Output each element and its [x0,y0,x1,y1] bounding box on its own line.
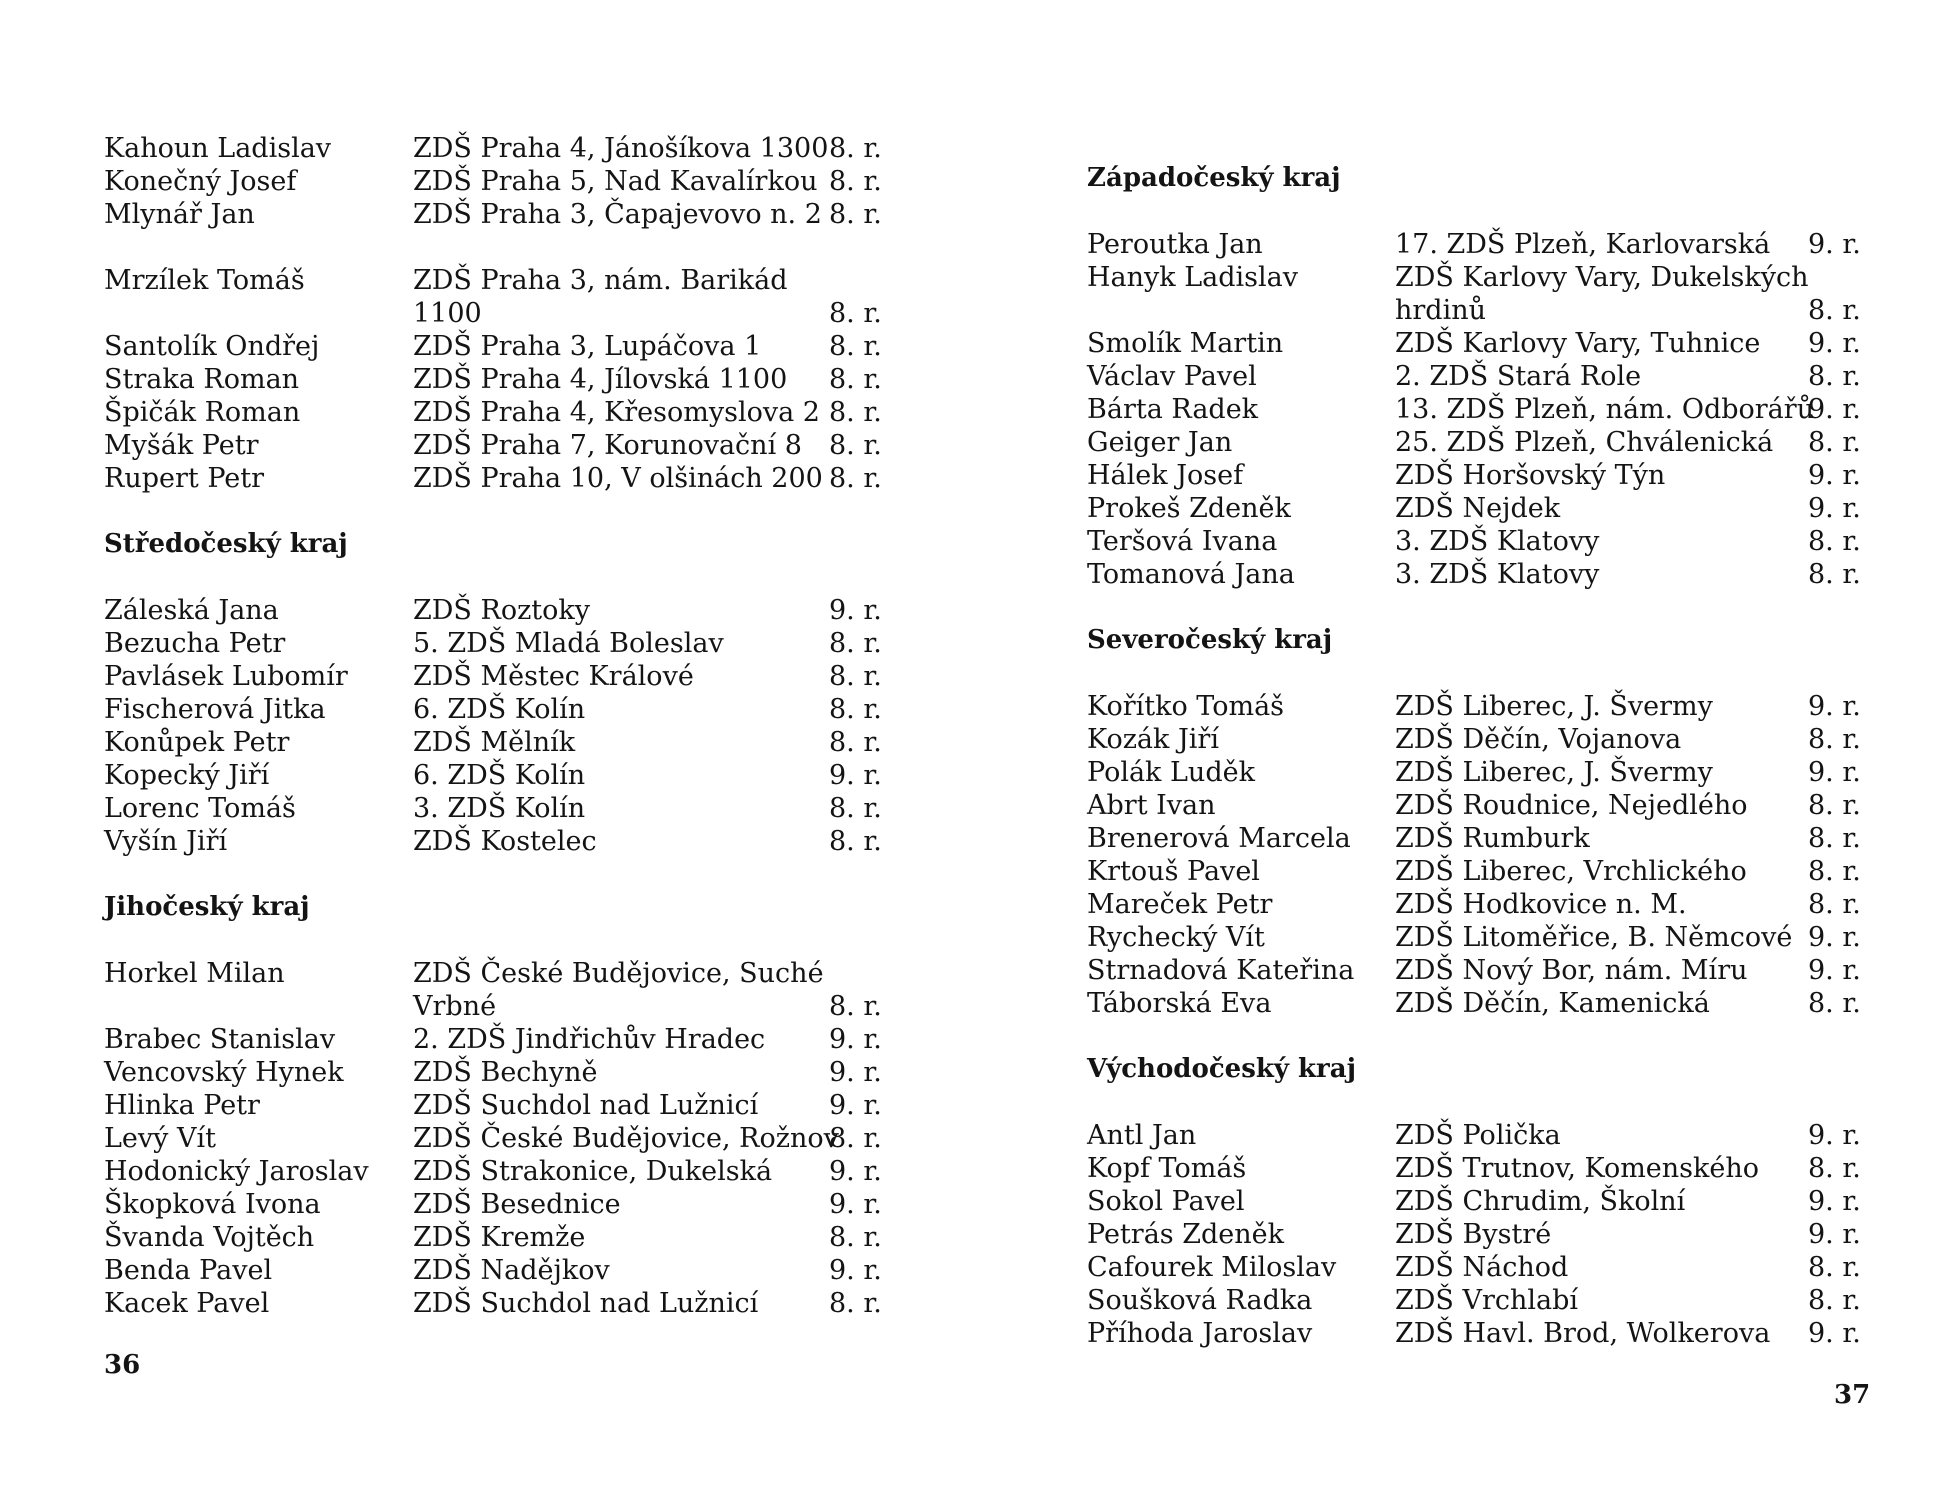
grade-label: 8. r. [1808,988,1861,1019]
school-name: Vrbné [413,991,497,1022]
section-gap [104,561,904,594]
grade-label: 9. r. [1808,1318,1861,1349]
list-item [1087,1185,1887,1218]
student-name: Benda Pavel [104,1255,273,1286]
school-name: ZDŠ Kostelec [413,826,597,857]
school-name: ZDŠ Roztoky [413,595,591,626]
grade-label: 9. r. [1808,493,1861,524]
list-item [1087,888,1887,921]
student-name: Hodonický Jaroslav [104,1156,369,1187]
section-gap [104,495,904,528]
list-item [1087,921,1887,954]
list-item [1087,987,1887,1020]
school-name: 13. ZDŠ Plzeň, nám. Odborářů [1395,394,1815,425]
list-item [104,627,904,660]
grade-label: 9. r. [829,595,882,626]
list-item [104,429,904,462]
list-item [104,660,904,693]
grade-label: 9. r. [829,1090,882,1121]
student-name: Táborská Eva [1087,988,1272,1019]
list-item [1087,1284,1887,1317]
list-item [104,1221,904,1254]
student-name: Cafourek Miloslav [1087,1252,1337,1283]
grade-label: 8. r. [829,331,882,362]
grade-label: 8. r. [829,298,882,329]
student-name: Prokeš Zdeněk [1087,493,1291,524]
page-number-left: 36 [104,1350,141,1380]
student-name: Soušková Radka [1087,1285,1313,1316]
school-name: ZDŠ Bystré [1395,1219,1552,1250]
student-name: Škopková Ivona [104,1189,321,1220]
school-name: 2. ZDŠ Stará Role [1395,361,1642,392]
grade-label: 9. r. [1808,1219,1861,1250]
grade-label: 9. r. [1808,1120,1861,1151]
school-name: ZDŠ Karlovy Vary, Dukelských [1395,262,1809,293]
grade-label: 8. r. [829,1288,882,1319]
list-item [1087,822,1887,855]
list-item [1087,1218,1887,1251]
section-gap [1087,1086,1887,1119]
list-item [1087,360,1887,393]
school-name: ZDŠ Praha 5, Nad Kavalírkou [413,166,818,197]
list-item [104,198,904,231]
school-name: ZDŠ Litoměřice, B. Němcové [1395,922,1793,953]
grade-label: 8. r. [829,199,882,230]
student-name: Brabec Stanislav [104,1024,336,1055]
student-name: Vencovský Hynek [104,1057,344,1088]
school-name: 3. ZDŠ Kolín [413,793,586,824]
grade-label: 8. r. [1808,526,1861,557]
school-name: 25. ZDŠ Plzeň, Chválenická [1395,427,1774,458]
list-item [1087,525,1887,558]
student-name: Záleská Jana [104,595,279,626]
student-name: Hálek Josef [1087,460,1244,491]
student-name: Pavlásek Lubomír [104,661,348,692]
section-gap [1087,195,1887,228]
school-name: 5. ZDŠ Mladá Boleslav [413,628,724,659]
student-name: Levý Vít [104,1123,216,1154]
list-item [104,759,904,792]
list-item [1087,789,1887,822]
grade-label: 9. r. [1808,757,1861,788]
grade-label: 8. r. [1808,823,1861,854]
school-name: 6. ZDŠ Kolín [413,694,586,725]
list-item [104,792,904,825]
student-name: Myšák Petr [104,430,259,461]
grade-label: 8. r. [829,661,882,692]
grade-label: 8. r. [829,727,882,758]
list-item [104,231,904,264]
grade-label: 8. r. [1808,724,1861,755]
list-item [104,132,904,165]
grade-label: 9. r. [1808,394,1861,425]
student-name: Hlinka Petr [104,1090,260,1121]
grade-label: 8. r. [829,397,882,428]
school-name: 3. ZDŠ Klatovy [1395,526,1600,557]
list-item [1087,1152,1887,1185]
student-name: Kacek Pavel [104,1288,270,1319]
list-item [104,1089,904,1122]
list-item [1087,1119,1887,1152]
list-item [104,990,904,1023]
student-name: Mlynář Jan [104,199,255,230]
list-item [1087,261,1887,294]
grade-label: 8. r. [1808,1153,1861,1184]
section-gap [1087,1020,1887,1053]
school-name: ZDŠ Praha 7, Korunovační 8 [413,430,802,461]
school-name: ZDŠ Polička [1395,1120,1561,1151]
school-name: hrdinů [1395,295,1486,326]
grade-label: 9. r. [1808,922,1861,953]
page-number-right: 37 [1834,1380,1871,1410]
right-page [1087,162,1887,1350]
student-name: Václav Pavel [1087,361,1257,392]
list-item [104,1122,904,1155]
school-name: 6. ZDŠ Kolín [413,760,586,791]
school-name: ZDŠ Děčín, Vojanova [1395,724,1682,755]
list-item [1087,228,1887,261]
list-item [1087,690,1887,723]
student-name: Petrás Zdeněk [1087,1219,1284,1250]
school-name: 2. ZDŠ Jindřichův Hradec [413,1024,766,1055]
grade-label: 8. r. [1808,295,1861,326]
list-item [104,165,904,198]
student-name: Příhoda Jaroslav [1087,1318,1313,1349]
list-item [104,330,904,363]
student-name: Abrt Ivan [1087,790,1216,821]
section-gap [1087,591,1887,624]
student-name: Kozák Jiří [1087,724,1219,755]
list-item [104,594,904,627]
section-heading: Severočeský kraj [1087,625,1333,655]
grade-label: 9. r. [829,1156,882,1187]
student-name: Teršová Ivana [1087,526,1278,557]
student-name: Polák Luděk [1087,757,1255,788]
grade-label: 8. r. [829,991,882,1022]
list-item [104,693,904,726]
list-item [104,726,904,759]
grade-label: 9. r. [1808,229,1861,260]
grade-label: 8. r. [1808,1252,1861,1283]
section-gap [104,924,904,957]
school-name: ZDŠ Strakonice, Dukelská [413,1156,773,1187]
school-name: ZDŠ Praha 3, Lupáčova 1 [413,331,762,362]
section-heading: Jihočeský kraj [104,892,310,922]
section-heading: Západočeský kraj [1087,163,1341,193]
school-name: ZDŠ Trutnov, Komenského [1395,1153,1760,1184]
list-item [104,264,904,297]
school-name: ZDŠ Liberec, J. Švermy [1395,691,1713,722]
student-name: Straka Roman [104,364,300,395]
grade-label: 9. r. [1808,460,1861,491]
grade-label: 8. r. [829,133,882,164]
school-name: ZDŠ Nový Bor, nám. Míru [1395,955,1748,986]
grade-label: 8. r. [1808,790,1861,821]
student-name: Geiger Jan [1087,427,1233,458]
grade-label: 9. r. [1808,955,1861,986]
grade-label: 9. r. [829,1255,882,1286]
list-item [104,957,904,990]
school-name: 1100 [413,298,482,329]
grade-label: 9. r. [829,760,882,791]
list-item [104,363,904,396]
list-item [1087,558,1887,591]
school-name: ZDŠ Hodkovice n. M. [1395,889,1687,920]
grade-label: 9. r. [1808,691,1861,722]
student-name: Špičák Roman [104,397,301,428]
list-item [104,1056,904,1089]
student-name: Rupert Petr [104,463,265,494]
grade-label: 8. r. [829,430,882,461]
list-item [1087,723,1887,756]
section-gap [1087,657,1887,690]
list-item [104,396,904,429]
student-name: Antl Jan [1087,1120,1197,1151]
student-name: Vyšín Jiří [104,826,228,857]
school-name: ZDŠ Děčín, Kamenická [1395,988,1710,1019]
grade-label: 8. r. [1808,856,1861,887]
school-name: ZDŠ Havl. Brod, Wolkerova [1395,1318,1771,1349]
student-name: Lorenc Tomáš [104,793,296,824]
student-name: Kořítko Tomáš [1087,691,1285,722]
left-page [104,132,904,1320]
grade-label: 8. r. [829,694,882,725]
grade-label: 8. r. [829,1222,882,1253]
grade-label: 8. r. [829,793,882,824]
list-item [104,1287,904,1320]
student-name: Rychecký Vít [1087,922,1265,953]
list-item [1087,1317,1887,1350]
school-name: ZDŠ Praha 10, V olšinách 200 [413,463,823,494]
school-name: ZDŠ Praha 3, nám. Barikád [413,265,788,296]
list-item [1087,756,1887,789]
list-item [104,825,904,858]
grade-label: 8. r. [1808,1285,1861,1316]
school-name: ZDŠ Kremže [413,1222,586,1253]
list-item [1087,294,1887,327]
grade-label: 8. r. [829,463,882,494]
student-name: Bárta Radek [1087,394,1259,425]
school-name: ZDŠ Městec Králové [413,661,694,692]
list-item [104,1023,904,1056]
grade-label: 8. r. [829,364,882,395]
grade-label: 8. r. [1808,361,1861,392]
grade-label: 9. r. [1808,328,1861,359]
list-item [1087,855,1887,888]
grade-label: 8. r. [829,166,882,197]
school-name: ZDŠ Praha 4, Jánošíkova 1300 [413,133,829,164]
student-name: Švanda Vojtěch [104,1222,315,1253]
school-name: ZDŠ Karlovy Vary, Tuhnice [1395,328,1761,359]
school-name: ZDŠ Vrchlabí [1395,1285,1579,1316]
school-name: ZDŠ Suchdol nad Lužnicí [413,1090,759,1121]
list-item [1087,426,1887,459]
school-name: ZDŠ Nejdek [1395,493,1561,524]
school-name: ZDŠ České Budějovice, Rožnov [413,1123,839,1154]
school-name: ZDŠ Horšovský Týn [1395,460,1666,491]
section-heading: Středočeský kraj [104,529,348,559]
list-item [1087,954,1887,987]
school-name: ZDŠ Praha 4, Křesomyslova 2 [413,397,820,428]
school-name: ZDŠ Roudnice, Nejedlého [1395,790,1748,821]
grade-label: 9. r. [829,1057,882,1088]
grade-label: 8. r. [1808,889,1861,920]
list-item [104,1254,904,1287]
list-item [1087,459,1887,492]
student-name: Tomanová Jana [1087,559,1295,590]
list-item [104,462,904,495]
list-item [1087,327,1887,360]
list-item [1087,1251,1887,1284]
student-name: Krtouš Pavel [1087,856,1260,887]
grade-label: 8. r. [829,628,882,659]
school-name: ZDŠ České Budějovice, Suché [413,958,824,989]
list-item [104,1155,904,1188]
student-name: Kahoun Ladislav [104,133,332,164]
grade-label: 9. r. [829,1189,882,1220]
school-name: 3. ZDŠ Klatovy [1395,559,1600,590]
grade-label: 8. r. [1808,559,1861,590]
school-name: ZDŠ Suchdol nad Lužnicí [413,1288,759,1319]
school-name: ZDŠ Rumburk [1395,823,1590,854]
school-name: ZDŠ Liberec, J. Švermy [1395,757,1713,788]
student-name: Konečný Josef [104,166,297,197]
grade-label: 8. r. [829,1123,882,1154]
school-name: ZDŠ Mělník [413,727,576,758]
list-item [104,297,904,330]
student-name: Konůpek Petr [104,727,290,758]
student-name: Brenerová Marcela [1087,823,1351,854]
school-name: ZDŠ Besednice [413,1189,621,1220]
student-name: Mrzílek Tomáš [104,265,305,296]
list-item [1087,492,1887,525]
student-name: Horkel Milan [104,958,285,989]
school-name: ZDŠ Liberec, Vrchlického [1395,856,1747,887]
section-gap [104,858,904,891]
student-name: Bezucha Petr [104,628,286,659]
school-name: ZDŠ Náchod [1395,1252,1569,1283]
student-name: Mareček Petr [1087,889,1273,920]
student-name: Fischerová Jitka [104,694,326,725]
section-heading: Východočeský kraj [1087,1054,1356,1084]
grade-label: 8. r. [829,826,882,857]
student-name: Peroutka Jan [1087,229,1263,260]
grade-label: 8. r. [1808,427,1861,458]
school-name: ZDŠ Praha 3, Čapajevovo n. 2 [413,199,822,230]
school-name: ZDŠ Praha 4, Jílovská 1100 [413,364,788,395]
school-name: ZDŠ Chrudim, Školní [1395,1186,1686,1217]
student-name: Smolík Martin [1087,328,1284,359]
grade-label: 9. r. [829,1024,882,1055]
school-name: ZDŠ Nadějkov [413,1255,610,1286]
student-name: Kopecký Jiří [104,760,270,791]
school-name: 17. ZDŠ Plzeň, Karlovarská [1395,229,1771,260]
student-name: Hanyk Ladislav [1087,262,1299,293]
student-name: Kopf Tomáš [1087,1153,1247,1184]
list-item [104,1188,904,1221]
school-name: ZDŠ Bechyně [413,1057,598,1088]
student-name: Strnadová Kateřina [1087,955,1355,986]
student-name: Santolík Ondřej [104,331,320,362]
grade-label: 9. r. [1808,1186,1861,1217]
list-item [1087,393,1887,426]
student-name: Sokol Pavel [1087,1186,1245,1217]
